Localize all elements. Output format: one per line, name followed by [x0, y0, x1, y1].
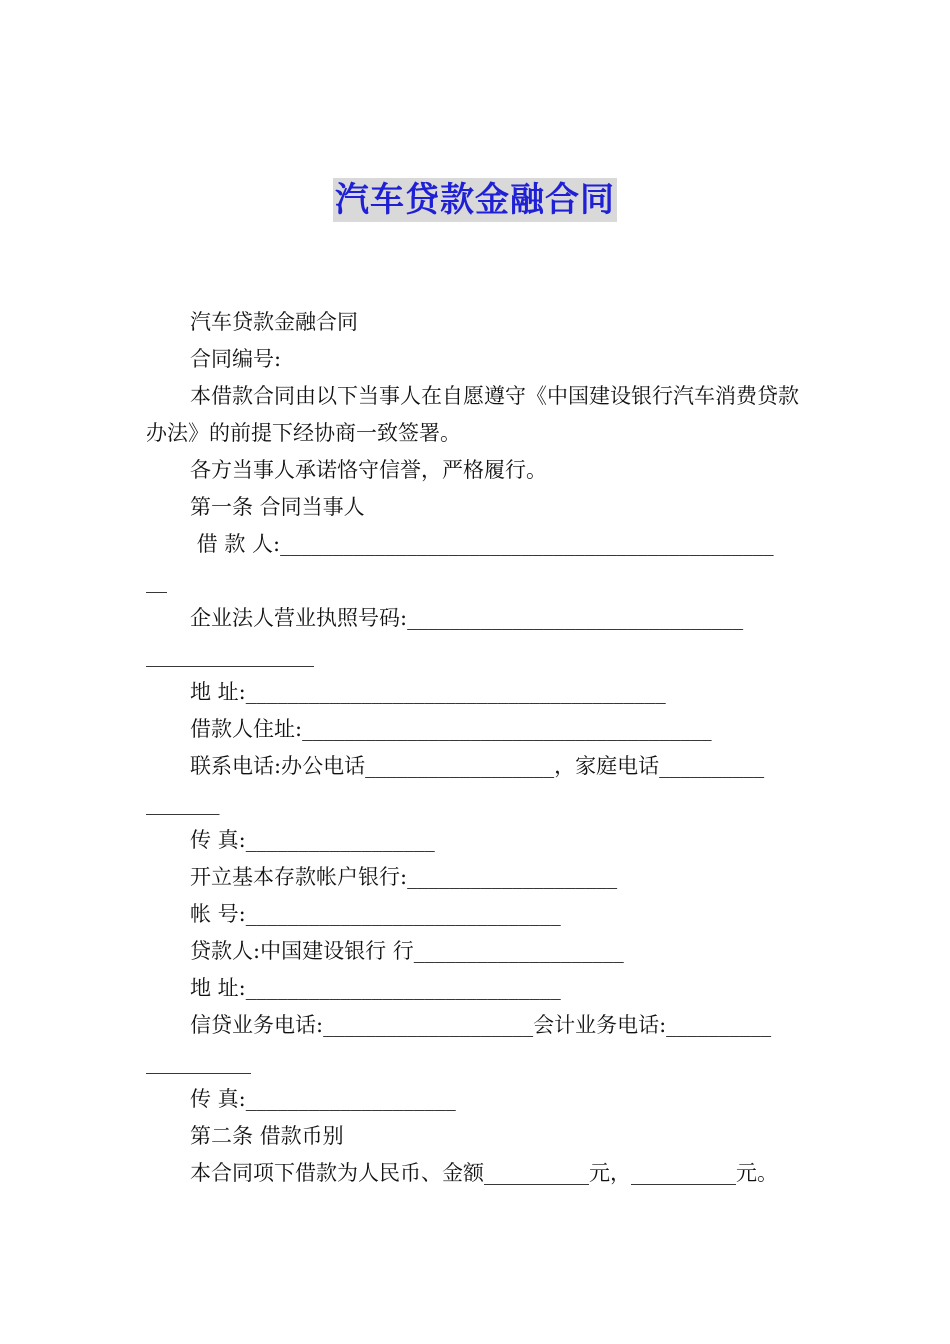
field-phone [146, 748, 806, 822]
field-line-continued: ________________ [146, 643, 314, 667]
field-borrower-residence: 借款人住址:_______________________________________ [190, 717, 712, 741]
field-account-number: 帐 号:______________________________ [190, 902, 561, 926]
field-borrower [146, 526, 806, 600]
article-1-heading: 第一条 合同当事人 [190, 495, 365, 519]
field-lender-fax: 传 真:____________________ [190, 1087, 456, 1111]
paragraph-subtitle: 汽车贷款金融合同 [190, 310, 358, 334]
document-title: 汽车贷款金融合同 [335, 180, 615, 220]
document-body [146, 304, 806, 1192]
title-container [0, 178, 950, 222]
article-2-text: 本合同项下借款为人民币、金额__________元，__________元。 [190, 1161, 778, 1185]
field-lender: 贷款人:中国建设银行 行____________________ [190, 939, 624, 963]
field-line: 信贷业务电话:____________________会计业务电话:__________ [190, 1013, 772, 1037]
field-address: 地 址:________________________________________ [190, 680, 666, 704]
field-line-continued: __ [146, 569, 167, 593]
paragraph-commitment: 各方当事人承诺恪守信誉，严格履行。 [190, 458, 547, 482]
field-line: 联系电话:办公电话__________________，家庭电话__________ [190, 754, 765, 778]
article-2-heading: 第二条 借款币别 [190, 1124, 344, 1148]
field-line-continued: __________ [146, 1050, 251, 1074]
field-lender-address: 地 址:______________________________ [190, 976, 561, 1000]
field-business-license [146, 600, 806, 674]
paragraph-contract-number: 合同编号: [190, 347, 282, 371]
field-fax: 传 真:__________________ [190, 828, 435, 852]
field-deposit-bank: 开立基本存款帐户银行:____________________ [190, 865, 618, 889]
field-line: 借 款 人:_______________________________________________ [190, 532, 774, 556]
field-line: 企业法人营业执照号码:________________________________ [190, 606, 744, 630]
field-line-continued: _______ [146, 791, 220, 815]
field-lender-phones [146, 1007, 806, 1081]
paragraph-preamble: 本借款合同由以下当事人在自愿遵守《中国建设银行汽车消费贷款办法》的前提下经协商一致签署。 [146, 384, 799, 445]
